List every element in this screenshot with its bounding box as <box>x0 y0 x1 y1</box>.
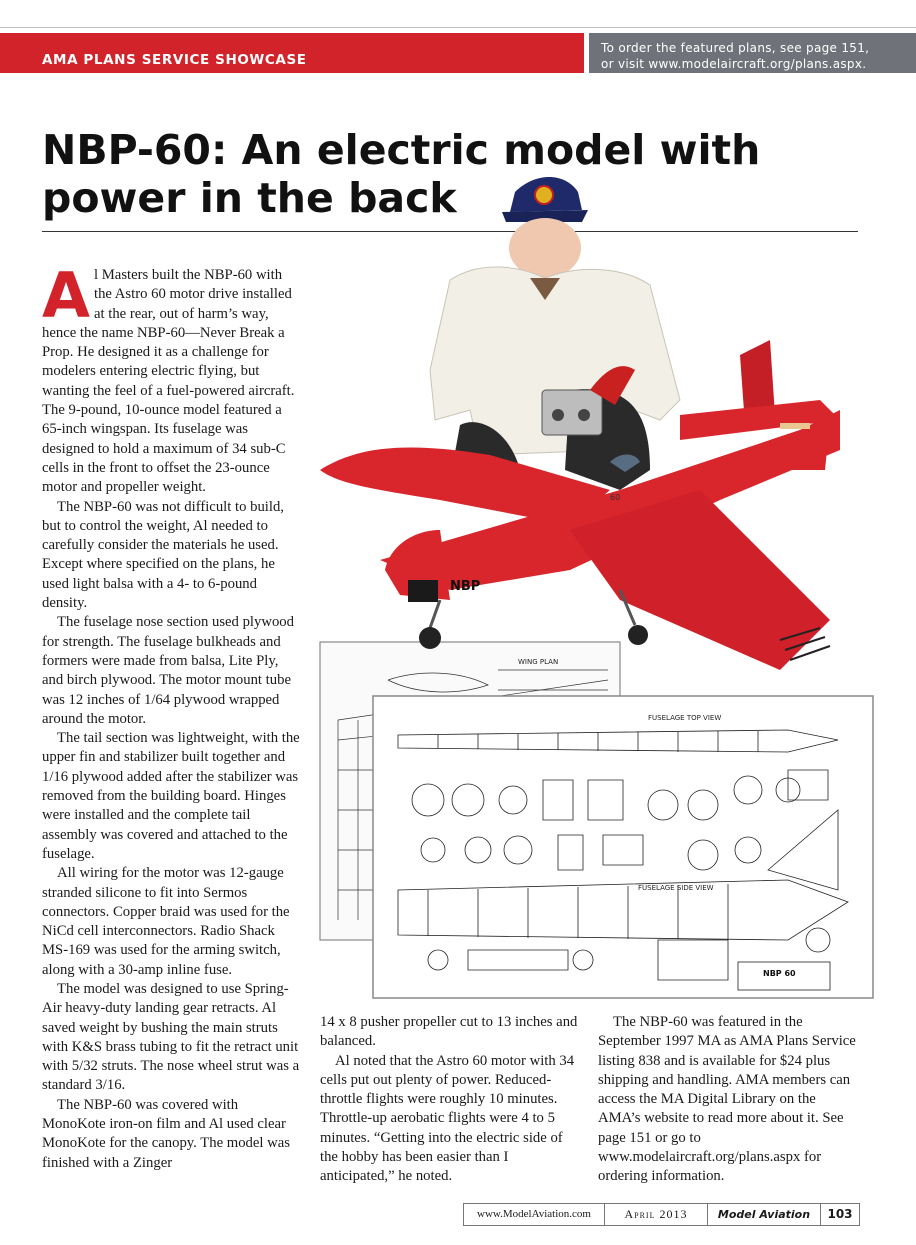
paragraph-6: The model was designed to use Spring-Air heavy-duty landing gear retracts. Al saved weight by bushing the main struts with K&S brass tubing to fit the retract unit with 5/32 struts. The nose wheel strut was a standard 3/16. <box>42 980 300 1094</box>
side-view-label: FUSELAGE SIDE VIEW <box>638 884 714 892</box>
plans-sheet-title: NBP 60 <box>763 969 796 978</box>
footer-date: April 2013 <box>604 1203 708 1226</box>
article-column-3 <box>598 1013 860 1187</box>
article-column-2 <box>320 1013 582 1187</box>
section-label: AMA PLANS SERVICE SHOWCASE <box>42 52 307 68</box>
top-view-label: FUSELAGE TOP VIEW <box>648 714 722 722</box>
order-info-line1: To order the featured plans, see page 151, <box>601 41 870 55</box>
drop-cap: A <box>42 259 90 332</box>
fin-marking: 60 <box>610 493 621 502</box>
paragraph-3: The fuselage nose section used plywood for strength. The fuselage bulkheads and formers were made from balsa, Lite Ply, and birch plywood. The motor mount tube was 12 inches of 1/64 plywood wrapped around the motor. <box>42 614 294 727</box>
plane-marking: NBP <box>450 579 481 594</box>
wing-plan-label: WING PLAN <box>518 658 559 666</box>
paragraph-8: 14 x 8 pusher propeller cut to 13 inches and balanced. <box>320 1014 578 1050</box>
article-column-1 <box>42 259 301 1173</box>
footer-website: www.ModelAviation.com <box>463 1203 605 1226</box>
paragraph-2: The NBP-60 was not difficult to build, but to control the weight, Al needed to carefully consider the materials he used. Except where specified on the plans, he used light balsa with a 4- to 6-pound density. <box>42 498 284 612</box>
title-line2: power in the back <box>42 174 457 222</box>
paragraph-10: The NBP-60 was featured in the September 1997 MA as AMA Plans Service listing 838 and is available for $24 plus shipping and handling. AMA members can access the MA Digital Library on the AMA’s website to read more about it. See page 151 or go to www.modelaircraft.org/plans.aspx for ordering information. <box>598 1014 856 1185</box>
paragraph-1 <box>42 259 301 498</box>
paragraph-1-text: l Masters built the NBP-60 with the Astro 60 motor drive installed at the rear, out of harm’s way, hence the name NBP-60—Never Break a Prop. He designed it as a challenge for modelers entering electric flying, but wanting the feel of a fuel-powered aircraft. The 9-pound, 10-ounce model featured a 65-inch wingspan. Its fuselage was designed to hold a maximum of 34 sub-C cells in the front to offset the 23-ounce motor and propeller weight. <box>42 267 295 496</box>
paragraph-5: All wiring for the motor was 12-gauge stranded silicone to fit into Sermos connectors. Copper braid was used for the NiCd cell interconnectors. Radio Shack MS-169 was used for the arming switch, along with a 30-amp inline fuse. <box>42 865 290 978</box>
paragraph-9: Al noted that the Astro 60 motor with 34 cells put out plenty of power. Reduced-throttle flights were roughly 10 minutes. Throttle-up aerobatic flights were 4 to 5 minutes. “Getting into the electric side of the hobby has been easier than I anticipated,” he noted. <box>320 1052 575 1185</box>
plans-drawing <box>318 640 878 1002</box>
order-info-banner <box>589 33 916 73</box>
title-line1: NBP-60: An electric model with <box>42 126 761 174</box>
order-info-line2: or visit www.modelaircraft.org/plans.aspx. <box>601 57 867 71</box>
builder-with-model-photo <box>320 170 880 690</box>
footer-magazine: Model Aviation <box>707 1203 821 1226</box>
paragraph-7: The NBP-60 was covered with MonoKote iron-on film and Al used clear MonoKote for the canopy. The model was finished with a Zinger <box>42 1096 290 1171</box>
section-banner <box>0 33 584 73</box>
footer-page-number: 103 <box>820 1203 860 1226</box>
top-rule <box>0 27 916 28</box>
paragraph-4: The tail section was lightweight, with the upper fin and stabilizer built together and 1/16 plywood added after the stabilizer was removed from the building board. Hinges were installed and the complete tail assembly was covered and attached to the fuselage. <box>42 730 300 862</box>
